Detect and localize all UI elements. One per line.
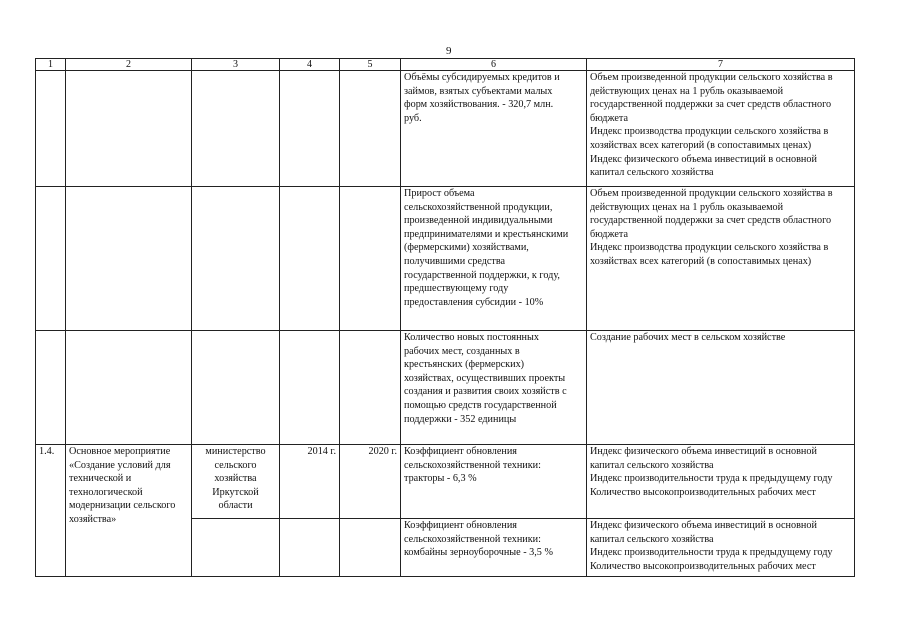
- text-line: Объем произведенной продукции сельского хозяйства в: [590, 72, 833, 83]
- text-line: Количество высокопроизводительных рабочих мест: [590, 486, 816, 498]
- text-line: предоставления субсидии - 10%: [404, 296, 544, 308]
- text-line: предпринимателями и крестьянскими: [404, 228, 569, 240]
- text-line: произведенной индивидуальными: [404, 215, 553, 227]
- text-line: сельскохозяйственной техники:: [404, 459, 541, 471]
- page-number: 9: [446, 45, 452, 57]
- text-line: тракторы - 6,3 %: [404, 473, 477, 485]
- text-line: государственной поддержки, к году,: [404, 269, 560, 281]
- text-line: капитал сельского хозяйства: [590, 533, 714, 545]
- text-line: Индекс производительности труда к предыдущему году: [590, 473, 833, 485]
- header-cell-7: 7: [587, 59, 855, 71]
- text-line: хозяйствах всех категорий (в сопоставимых ценах): [590, 255, 812, 267]
- text-line: Коэффициент обновления: [404, 520, 517, 531]
- header-cell-5: 5: [340, 59, 401, 71]
- text-line: «Создание условий для: [69, 459, 171, 471]
- target-indicator-cell: [587, 71, 855, 187]
- text-line: сельского: [214, 459, 257, 471]
- start-date-cell: 2014 г.: [280, 445, 340, 519]
- text-line: капитал сельского хозяйства: [590, 167, 714, 179]
- text-line: Объёмы субсидируемых кредитов и: [404, 72, 560, 83]
- text-line: действующих ценах на 1 рубль оказываемой: [590, 85, 784, 97]
- text-line: комбайны зерноуборочные - 3,5 %: [404, 547, 553, 559]
- text-line: хозяйства»: [69, 513, 117, 525]
- target-indicator-cell: [587, 187, 855, 331]
- indicator-cell: [401, 71, 587, 187]
- text-line: Индекс производства продукции сельского хозяйства в: [590, 242, 829, 254]
- text-line: форм хозяйствования. - 320,7 млн.: [404, 99, 554, 111]
- text-line: государственной поддержки за счет средств областного: [590, 215, 832, 227]
- text-line: Основное мероприятие: [69, 446, 171, 457]
- text-line: модернизации сельского: [69, 500, 176, 512]
- end-date-cell: 2020 г.: [340, 445, 401, 519]
- header-cell-3: 3: [192, 59, 280, 71]
- header-cell-6: 6: [401, 59, 587, 71]
- executor-cell: [192, 445, 280, 519]
- header-row: [36, 59, 855, 71]
- text-line: Иркутской: [212, 486, 259, 498]
- text-line: капитал сельского хозяйства: [590, 459, 714, 471]
- text-line: хозяйства: [214, 473, 257, 485]
- text-line: Индекс производства продукции сельского хозяйства в: [590, 126, 829, 138]
- text-line: области: [218, 500, 253, 512]
- indicator-cell: [401, 519, 587, 577]
- text-line: технологической: [69, 486, 143, 498]
- text-line: получившими средства: [404, 255, 506, 267]
- text-line: Объем произведенной продукции сельского хозяйства в: [590, 188, 833, 199]
- header-cell-2: 2: [66, 59, 192, 71]
- text-line: Количество новых постоянных: [404, 332, 539, 343]
- text-line: Коэффициент обновления: [404, 446, 517, 457]
- item-number-cell: 1.4.: [36, 445, 66, 577]
- text-line: Создание рабочих мест в сельском хозяйстве: [590, 332, 786, 343]
- table-row: [36, 71, 855, 187]
- text-line: Индекс физического объема инвестиций в основной: [590, 520, 817, 531]
- text-line: поддержки - 352 единицы: [404, 413, 517, 425]
- text-line: хозяйствах, осуществивших проекты: [404, 372, 566, 384]
- text-line: сельскохозяйственной техники:: [404, 533, 541, 545]
- text-line: займов, взятых субъектами малых: [404, 85, 553, 97]
- table-row: [36, 331, 855, 445]
- text-line: Количество высокопроизводительных рабочих мест: [590, 560, 816, 572]
- text-line: Прирост объема: [404, 188, 475, 199]
- text-line: Индекс физического объема инвестиций в основной: [590, 153, 817, 165]
- text-line: хозяйствах всех категорий (в сопоставимых ценах): [590, 139, 812, 151]
- measure-name-cell: [66, 445, 192, 577]
- target-indicator-cell: [587, 519, 855, 577]
- text-line: технической и: [69, 473, 132, 485]
- text-line: руб.: [404, 112, 422, 124]
- text-line: предшествующему году: [404, 283, 509, 295]
- program-table: [35, 58, 855, 577]
- target-indicator-cell: [587, 331, 855, 445]
- indicator-cell: [401, 445, 587, 519]
- text-line: бюджета: [590, 228, 628, 240]
- text-line: действующих ценах на 1 рубль оказываемой: [590, 201, 784, 213]
- text-line: рабочих мест, созданных в: [404, 345, 520, 357]
- indicator-cell: [401, 331, 587, 445]
- text-line: министерство: [205, 446, 266, 457]
- table-row: [36, 445, 855, 519]
- text-line: Индекс производительности труда к предыдущему году: [590, 547, 833, 559]
- text-line: государственной поддержки за счет средств областного: [590, 99, 832, 111]
- text-line: крестьянских (фермерских): [404, 359, 525, 371]
- table-row: [36, 187, 855, 331]
- text-line: (фермерскими) хозяйствами,: [404, 242, 529, 254]
- text-line: помощью средств государственной: [404, 399, 557, 411]
- text-line: создания и развития своих хозяйств с: [404, 386, 567, 398]
- text-line: Индекс физического объема инвестиций в основной: [590, 446, 817, 457]
- header-cell-4: 4: [280, 59, 340, 71]
- target-indicator-cell: [587, 445, 855, 519]
- header-cell-1: 1: [36, 59, 66, 71]
- indicator-cell: [401, 187, 587, 331]
- text-line: сельскохозяйственной продукции,: [404, 201, 553, 213]
- text-line: бюджета: [590, 112, 628, 124]
